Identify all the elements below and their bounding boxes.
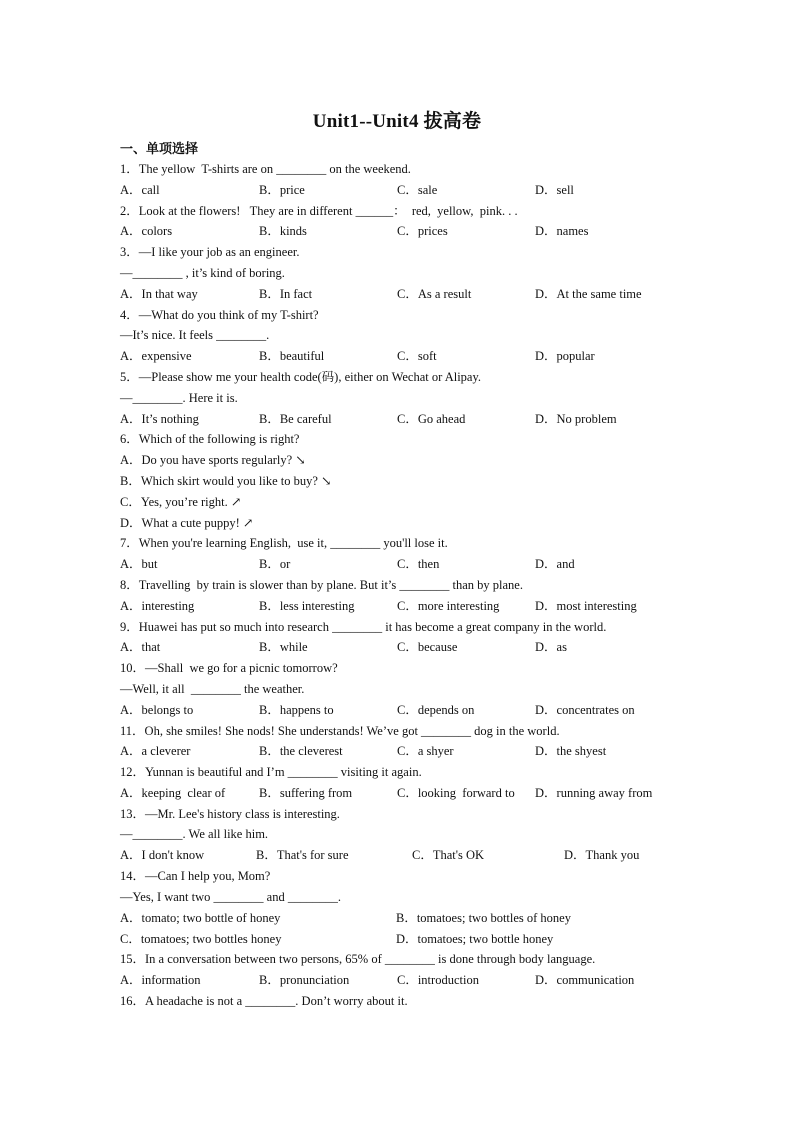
question-stem: 8．Travelling by train is slower than by plane. But it’s ________ than by plane. — [120, 578, 523, 592]
option-b: B．In fact — [259, 287, 313, 301]
options-row — [120, 845, 640, 865]
options-row — [120, 929, 554, 949]
option-c: C．tomatoes; two bottles honey — [120, 932, 282, 946]
options-row — [120, 409, 617, 429]
question-stem-line: —________. Here it is. — [120, 391, 238, 405]
question-stem: 12．Yunnan is beautiful and I’m ________ visiting it again. — [120, 765, 422, 779]
options-row — [120, 596, 637, 616]
option-d: D．communication — [535, 973, 635, 987]
option-d: D．names — [535, 224, 589, 238]
option-a: A．belongs to — [120, 703, 194, 717]
option-d: D．sell — [535, 183, 574, 197]
options-row — [120, 700, 635, 720]
option-d: D．as — [535, 640, 567, 654]
question-stem-line: —________. We all like him. — [120, 827, 269, 841]
question-stem: 15．In a conversation between two persons, 65% of ________ is done through body language. — [120, 952, 596, 966]
option-c: C．looking forward to — [397, 786, 515, 800]
option-b: B．while — [259, 640, 308, 654]
option-a: A．colors — [120, 224, 173, 238]
option-b: B．pronunciation — [259, 973, 350, 987]
question-stem-line: —It’s nice. It feels ________. — [120, 328, 270, 342]
option-a: A．that — [120, 640, 161, 654]
option-a: A．Do you have sports regularly? ↘ — [120, 453, 306, 467]
option-b: B．the cleverest — [259, 744, 343, 758]
option-c: C．prices — [397, 224, 448, 238]
option-c: C．Yes, you’re right. ↗ — [120, 495, 242, 509]
option-c: C．then — [397, 557, 440, 571]
question-stem-line: —________ , it’s kind of boring. — [120, 266, 285, 280]
question-stem-line: —Well, it all ________ the weather. — [120, 682, 305, 696]
question-stem: 10．—Shall we go for a picnic tomorrow? — [120, 661, 338, 675]
question-stem: 16．A headache is not a ________. Don’t worry about it. — [120, 994, 408, 1008]
option-c: C．sale — [397, 183, 438, 197]
options-row — [120, 908, 571, 928]
question-stem-line: —Yes, I want two ________ and ________. — [120, 890, 341, 904]
option-b: B．kinds — [259, 224, 307, 238]
option-a: A．expensive — [120, 349, 192, 363]
option-a: A．In that way — [120, 287, 198, 301]
option-a: A．I don't know — [120, 848, 205, 862]
question-stem: 5．—Please show me your health code(码), either on Wechat or Alipay. — [120, 370, 482, 384]
option-b: B．That's for sure — [256, 848, 349, 862]
option-d: D．running away from — [535, 786, 653, 800]
question-stem: 2．Look at the flowers! They are in different ______： red, yellow, pink. . . — [120, 204, 518, 218]
page-title: Unit1--Unit4 拔高卷 — [312, 111, 482, 132]
option-c: C．introduction — [397, 973, 479, 987]
options-row — [120, 284, 642, 304]
options-row — [120, 180, 574, 200]
option-c: C．a shyer — [397, 744, 454, 758]
option-b: B．beautiful — [259, 349, 325, 363]
option-c: C．That's OK — [412, 848, 485, 862]
option-a: A．information — [120, 973, 201, 987]
question-stem: 3．—I like your job as an engineer. — [120, 245, 300, 259]
question-stem: 14．—Can I help you, Mom? — [120, 869, 271, 883]
section-heading: 一、单项选择 — [120, 141, 199, 156]
option-a: A．It’s nothing — [120, 412, 199, 426]
question-stem: 9．Huawei has put so much into research ________ it has become a great company in the world. — [120, 620, 607, 634]
question-stem: 6．Which of the following is right? — [120, 432, 300, 446]
option-d: D．Thank you — [564, 848, 640, 862]
options-row — [120, 970, 635, 990]
question-stem: 4．—What do you think of my T-shirt? — [120, 308, 319, 322]
option-c: C．As a result — [397, 287, 472, 301]
option-a: A．a cleverer — [120, 744, 191, 758]
option-a: A．call — [120, 183, 160, 197]
option-b: B．Which skirt would you like to buy? ↘ — [120, 474, 332, 488]
option-b: B．less interesting — [259, 599, 355, 613]
option-c: C．because — [397, 640, 458, 654]
options-row — [120, 346, 595, 366]
option-a: A．tomato; two bottle of honey — [120, 911, 281, 925]
option-c: C．more interesting — [397, 599, 500, 613]
option-a: A．but — [120, 557, 158, 571]
option-c: C．Go ahead — [397, 412, 466, 426]
option-d: D．At the same time — [535, 287, 642, 301]
option-b: B．Be careful — [259, 412, 332, 426]
option-d: D．and — [535, 557, 575, 571]
option-a: A．interesting — [120, 599, 195, 613]
options-row — [120, 554, 575, 574]
option-d: D．the shyest — [535, 744, 607, 758]
option-b: B．happens to — [259, 703, 334, 717]
option-d: D．popular — [535, 349, 595, 363]
option-d: D．most interesting — [535, 599, 637, 613]
question-stem: 11．Oh, she smiles! She nods! She understands! We’ve got ________ dog in the world. — [120, 724, 560, 738]
question-stem: 1．The yellow T-shirts are on ________ on the weekend. — [120, 162, 411, 176]
option-c: C．depends on — [397, 703, 475, 717]
options-row — [120, 221, 589, 241]
option-d: D．tomatoes; two bottle honey — [396, 932, 554, 946]
options-row — [120, 783, 653, 803]
option-a: A．keeping clear of — [120, 786, 226, 800]
question-stem: 13．—Mr. Lee's history class is interesting. — [120, 807, 340, 821]
question-stem: 7．When you're learning English, use it, ________ you'll lose it. — [120, 536, 448, 550]
option-b: B．suffering from — [259, 786, 353, 800]
option-d: D．No problem — [535, 412, 617, 426]
option-d: D．What a cute puppy! ↗ — [120, 516, 254, 530]
option-d: D．concentrates on — [535, 703, 635, 717]
option-b: B．price — [259, 183, 305, 197]
option-b: B．or — [259, 557, 291, 571]
options-row — [120, 741, 607, 761]
option-b: B．tomatoes; two bottles of honey — [396, 911, 571, 925]
options-row — [120, 637, 567, 657]
option-c: C．soft — [397, 349, 437, 363]
